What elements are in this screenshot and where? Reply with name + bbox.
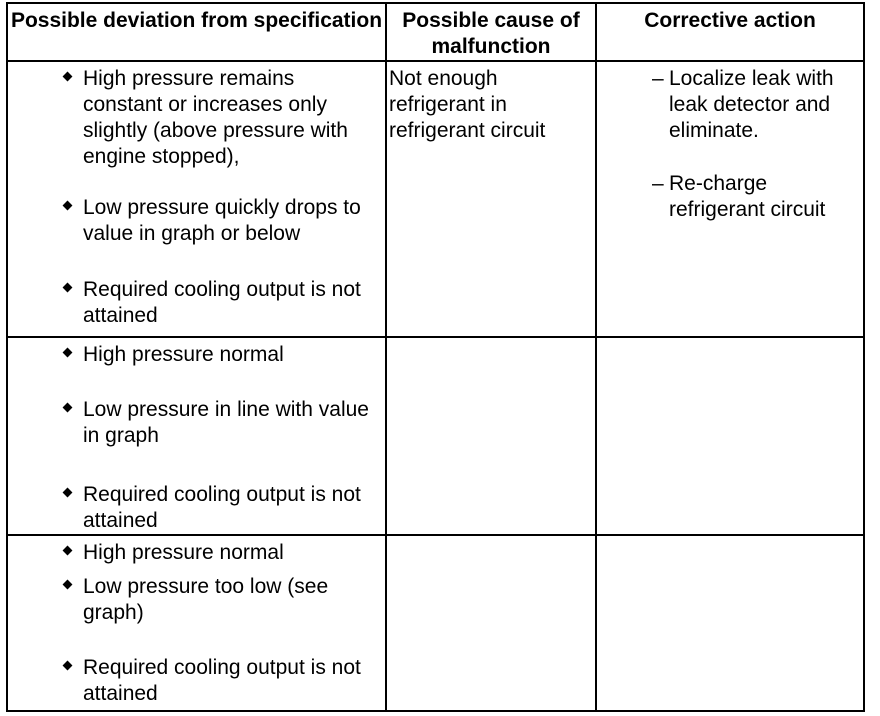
list-item — [597, 171, 863, 223]
table-row — [7, 61, 864, 337]
list-item — [8, 195, 385, 247]
action-text: Re-charge refrigerant circuit — [669, 172, 826, 221]
deviation-cell — [7, 535, 386, 711]
deviation-text: Low pressure too low (see graph) — [83, 575, 329, 624]
action-text: Localize leak with leak detector and eliminate. — [669, 67, 834, 142]
cause-cell — [386, 535, 596, 711]
list-item — [8, 655, 385, 707]
dash-icon: – — [652, 67, 664, 90]
deviation-text: Required cooling output is not attained — [83, 656, 361, 705]
deviation-text: Required cooling output is not attained — [83, 278, 361, 327]
diamond-bullet-icon — [63, 72, 73, 82]
header-cause: Possible cause of malfunction — [386, 3, 596, 61]
action-cell — [596, 535, 864, 711]
diamond-bullet-icon — [63, 546, 73, 556]
diamond-bullet-icon — [63, 348, 73, 358]
cause-cell — [386, 61, 596, 337]
deviation-cell — [7, 61, 386, 337]
list-item — [8, 66, 385, 170]
list-item — [8, 574, 385, 626]
table-row — [7, 535, 864, 711]
list-item — [8, 482, 385, 534]
deviation-text: Low pressure quickly drops to value in graph or below — [83, 196, 361, 245]
diamond-bullet-icon — [63, 580, 73, 590]
header-deviation: Possible deviation from specification — [7, 3, 386, 61]
list-item — [8, 540, 385, 566]
action-cell — [596, 61, 864, 337]
deviation-text: High pressure normal — [83, 541, 284, 564]
cause-text: Not enough refrigerant in refrigerant circuit — [389, 67, 546, 142]
table-header-row — [7, 3, 864, 61]
deviation-text: Required cooling output is not attained — [83, 483, 361, 532]
diamond-bullet-icon — [63, 201, 73, 211]
list-item — [8, 397, 385, 449]
diamond-bullet-icon — [63, 403, 73, 413]
header-action: Corrective action — [596, 3, 864, 61]
deviation-text: High pressure remains constant or increases only slightly (above pressure with engine stopped), — [83, 67, 348, 168]
deviation-text: Low pressure in line with value in graph — [83, 398, 369, 447]
list-item — [8, 277, 385, 329]
list-item — [8, 342, 385, 368]
deviation-text: High pressure normal — [83, 343, 284, 366]
diagnosis-table — [6, 2, 865, 712]
dash-icon: – — [652, 172, 664, 195]
table-row — [7, 337, 864, 535]
list-item — [597, 66, 863, 144]
diamond-bullet-icon — [63, 488, 73, 498]
diamond-bullet-icon — [63, 283, 73, 293]
action-cell — [596, 337, 864, 535]
deviation-cell — [7, 337, 386, 535]
cause-cell — [386, 337, 596, 535]
diamond-bullet-icon — [63, 661, 73, 671]
